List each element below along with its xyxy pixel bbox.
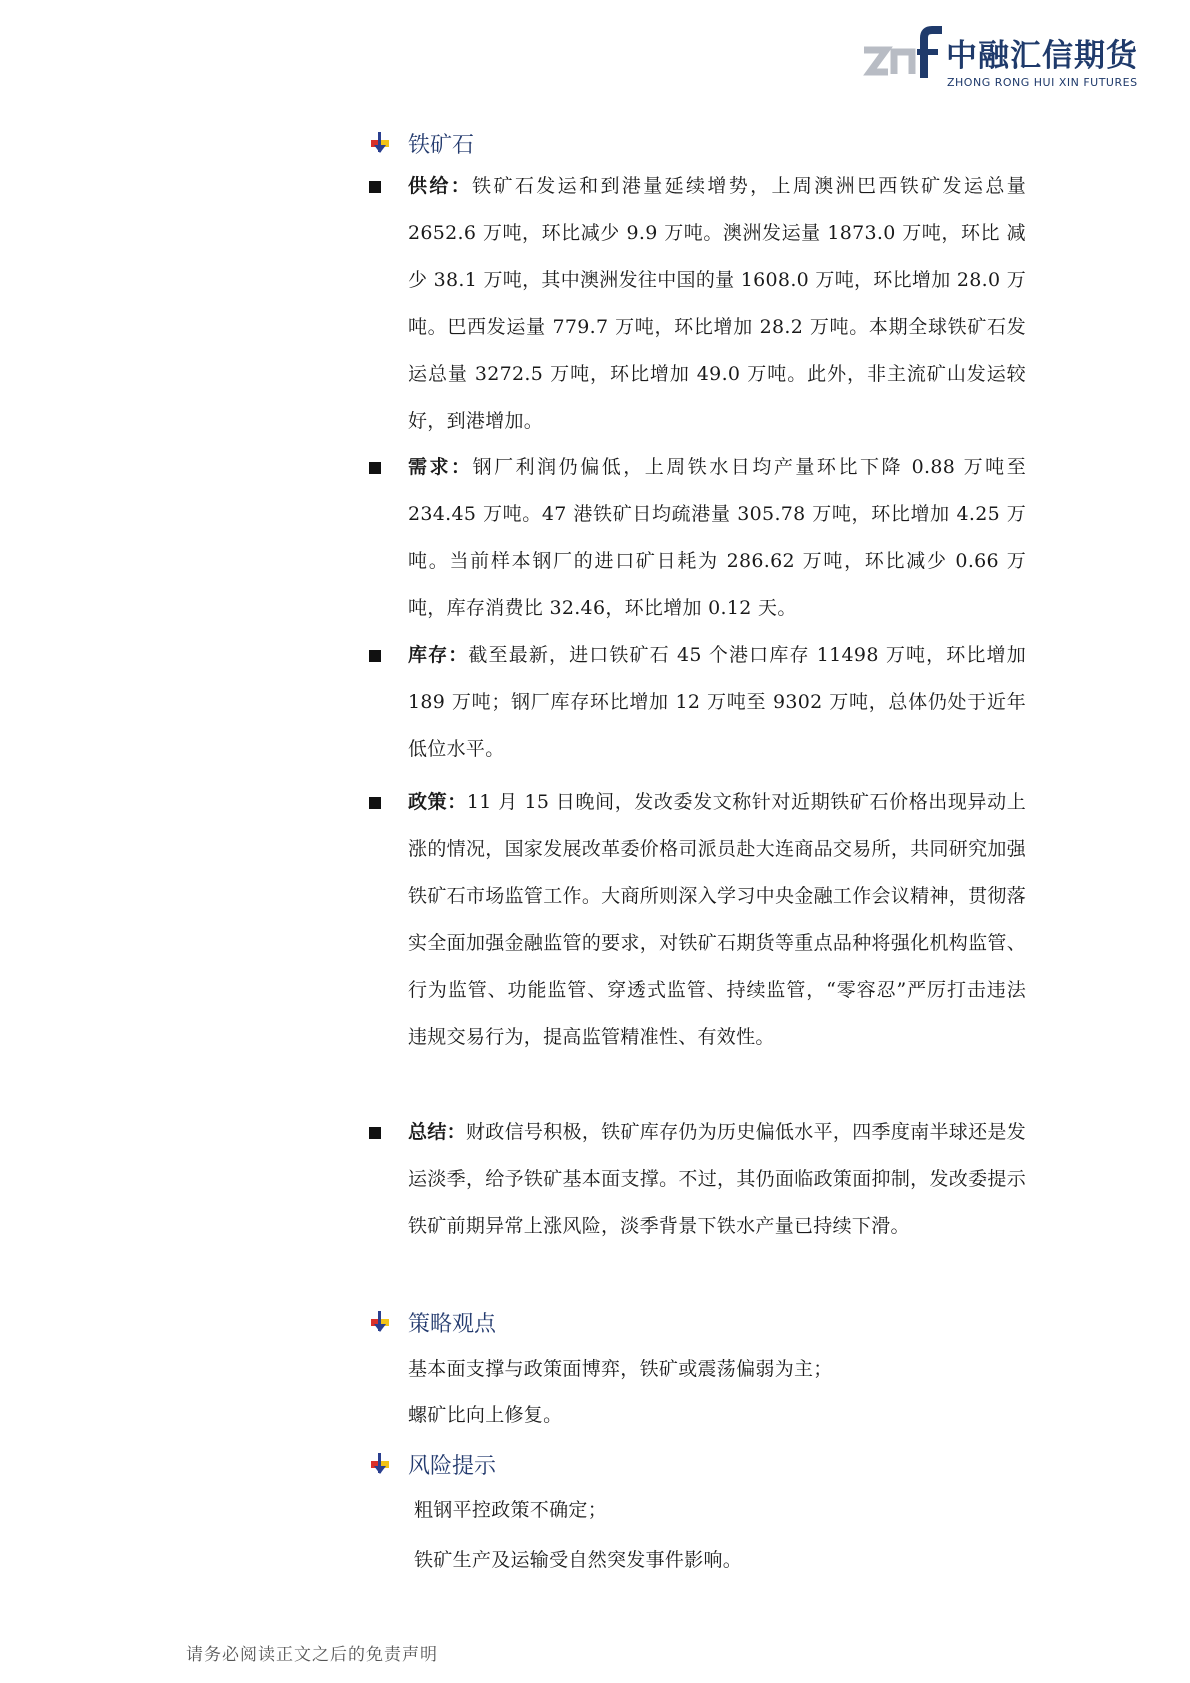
disclaimer-footer: 请务必阅读正文之后的免责声明 bbox=[186, 1645, 438, 1665]
risk-line: 铁矿生产及运输受自然突发事件影响。 bbox=[414, 1549, 743, 1571]
company-logo bbox=[862, 26, 1138, 90]
inventory-text: 截至最新，进口铁矿石 45 个港口库存 11498 万吨，环比增加 189 万吨；钢厂库存环比增加 12 万吨至 9302 万吨，总体仍处于近年低位水平。 bbox=[408, 644, 1026, 760]
section-title: 铁矿石 bbox=[408, 132, 475, 158]
policy-paragraph bbox=[408, 779, 1026, 1061]
supply-paragraph bbox=[408, 163, 1026, 445]
inventory-paragraph bbox=[408, 632, 1026, 773]
policy-label: 政策： bbox=[408, 791, 467, 813]
bullet-square-icon bbox=[369, 650, 381, 662]
bullet-square-icon bbox=[369, 1127, 381, 1139]
section-heading-strategy bbox=[368, 1305, 496, 1339]
summary-paragraph bbox=[408, 1109, 1026, 1250]
heading-bullet-icon bbox=[368, 131, 392, 155]
strategy-line: 螺矿比向上修复。 bbox=[408, 1404, 563, 1426]
logo-name-cn: 中融汇信期货 bbox=[946, 38, 1138, 74]
supply-label: 供给： bbox=[408, 175, 473, 197]
heading-bullet-icon bbox=[368, 1452, 392, 1476]
summary-text: 财政信号积极，铁矿库存仍为历史偏低水平，四季度南半球还是发运淡季，给予铁矿基本面支撑。不过，其仍面临政策面抑制，发改委提示铁矿前期异常上涨风险，淡季背景下铁水产量已持续下滑。 bbox=[408, 1121, 1027, 1237]
risk-line: 粗钢平控政策不确定； bbox=[414, 1499, 608, 1521]
section-title: 策略观点 bbox=[408, 1311, 497, 1337]
demand-paragraph bbox=[408, 444, 1026, 632]
demand-text: 钢厂利润仍偏低，上周铁水日均产量环比下降 0.88 万吨至 234.45 万吨。47 港铁矿日均疏港量 305.78 万吨，环比增加 4.25 万吨。当前样本钢厂的进口矿日耗为 286.62 万吨，环比减少 0.66 万吨，库存消费比 32.46，环比增加 0.12 天。 bbox=[408, 456, 1026, 619]
inventory-label: 库存： bbox=[408, 644, 469, 666]
strategy-line: 基本面支撑与政策面博弈，铁矿或震荡偏弱为主； bbox=[408, 1358, 833, 1380]
heading-bullet-icon bbox=[368, 1310, 392, 1334]
section-heading-iron-ore bbox=[368, 126, 474, 160]
section-heading-risk bbox=[368, 1447, 496, 1481]
bullet-square-icon bbox=[369, 181, 381, 193]
znf-logo-mark-icon bbox=[862, 26, 944, 86]
bullet-square-icon bbox=[369, 797, 381, 809]
bullet-square-icon bbox=[369, 462, 381, 474]
supply-text: 铁矿石发运和到港量延续增势，上周澳洲巴西铁矿发运总量 2652.6 万吨，环比减少 9.9 万吨。澳洲发运量 1873.0 万吨，环比 减少 38.1 万吨，其中澳洲发往中国的量 1608.0 万吨，环比增加 28.0 万吨。巴西发运量 779.7 万吨，环比增加 28.2 万吨。本期全球铁矿石发运总量 3272.5 万吨，环比增加 49.0 万吨。此外，非主流矿山发运较好，到港增加。 bbox=[408, 175, 1026, 432]
logo-name-en: ZHONG RONG HUI XIN FUTURES bbox=[947, 76, 1138, 89]
section-title: 风险提示 bbox=[408, 1453, 497, 1479]
demand-label: 需求： bbox=[408, 456, 473, 478]
summary-label: 总结： bbox=[408, 1121, 466, 1143]
policy-text: 11 月 15 日晚间，发改委发文称针对近期铁矿石价格出现异动上涨的情况，国家发展改革委价格司派员赴大连商品交易所，共同研究加强铁矿石市场监管工作。大商所则深入学习中央金融工作会议精神，贯彻落实全面加强金融监管的要求，对铁矿石期货等重点品种将强化机构监管、行为监管、功能监管、穿透式监管、持续监管，“零容忍”严厉打击违法违规交易行为，提高监管精准性、有效性。 bbox=[408, 791, 1026, 1048]
